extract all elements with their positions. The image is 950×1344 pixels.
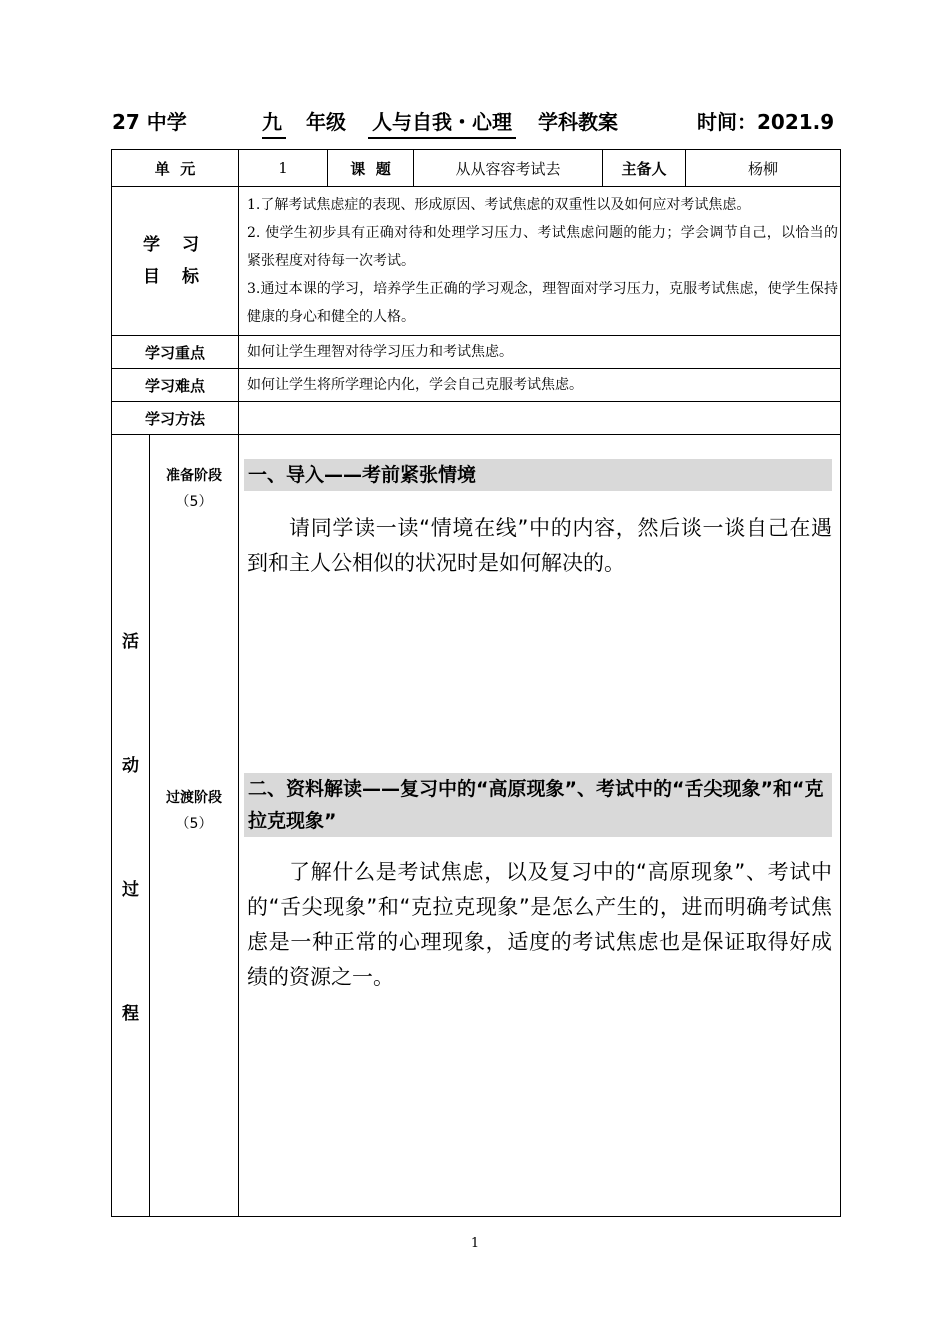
goals-label-line2: 目 标 (143, 267, 207, 287)
key-point-row (112, 336, 841, 369)
lesson-plan-table (111, 149, 841, 1217)
method-label: 学习方法 (112, 402, 239, 435)
unit-value: 1 (239, 150, 328, 187)
stage-prepare (150, 463, 238, 515)
topic-label: 课 题 (328, 150, 414, 187)
activity-label-column (112, 435, 150, 1217)
document-header (112, 104, 842, 138)
difficulty-label: 学习难点 (112, 369, 239, 402)
section-body: 请同学读一读“情境在线”中的内容，然后谈一谈自己在遇到和主人公相似的状况时是如何解决的。 (247, 516, 833, 575)
document-type: 学科教案 (538, 110, 618, 134)
activity-char: 动 (122, 756, 139, 776)
activity-char: 活 (122, 632, 139, 652)
goal-item: 1.了解考试焦虑症的表现、形成原因、考试焦虑的双重性以及如何应对考试焦虑。 (247, 197, 751, 213)
section-heading: 一、导入——考前紧张情境 (244, 459, 832, 491)
difficulty-row (112, 369, 841, 402)
info-row (112, 150, 841, 187)
topic-value: 从从容容考试去 (414, 150, 603, 187)
subject-name: 人与自我・心理 (368, 106, 516, 139)
goals-label-line1: 学 习 (143, 235, 207, 255)
key-point-value: 如何让学生理智对待学习压力和考试焦虑。 (239, 336, 841, 369)
activity-char: 程 (122, 1004, 139, 1024)
section-heading: 二、资料解读——复习中的“高原现象”、考试中的“舌尖现象”和“克拉克现象” (244, 773, 832, 837)
school-name: 27 中学 (112, 110, 187, 134)
goals-row (112, 187, 841, 336)
activity-char: 过 (122, 880, 139, 900)
grade-value: 九 (262, 106, 286, 139)
author-label: 主备人 (603, 150, 686, 187)
goal-item: 3.通过本课的学习，培养学生正确的学习观念，理智面对学习压力，克服考试焦虑，使学生保持健康的身心和健全的人格。 (247, 281, 839, 325)
author-value: 杨柳 (686, 150, 841, 187)
key-point-label: 学习重点 (112, 336, 239, 369)
goals-content (239, 187, 841, 336)
section-body: 了解什么是考试焦虑，以及复习中的“高原现象”、考试中的“舌尖现象”和“克拉克现象”是怎么产生的，进而明确考试焦虑是一种正常的心理现象，适度的考试焦虑也是保证取得好成绩的资源之一。 (247, 860, 833, 989)
stage-column (150, 435, 239, 1217)
goal-item: 2. 使学生初步具有正确对待和处理学习压力、考试焦虑问题的能力；学会调节自己，以恰当的紧张程度对待每一次考试。 (247, 225, 839, 269)
method-row (112, 402, 841, 435)
activity-content (239, 435, 841, 1217)
difficulty-value: 如何让学生将所学理论内化，学会自己克服考试焦虑。 (239, 369, 841, 402)
activity-row (112, 435, 841, 1217)
unit-label: 单 元 (112, 150, 239, 187)
goals-label (112, 187, 239, 336)
stage-name: 准备阶段 (166, 468, 222, 484)
stage-name: 过渡阶段 (166, 790, 222, 806)
stage-duration: （5） (175, 816, 213, 832)
document-date: 时间：2021.9 (697, 110, 835, 134)
stage-transition (150, 785, 238, 837)
stage-duration: （5） (175, 494, 213, 510)
page-number: 1 (470, 1236, 480, 1251)
grade-suffix: 年级 (306, 110, 346, 134)
method-value (239, 402, 841, 435)
